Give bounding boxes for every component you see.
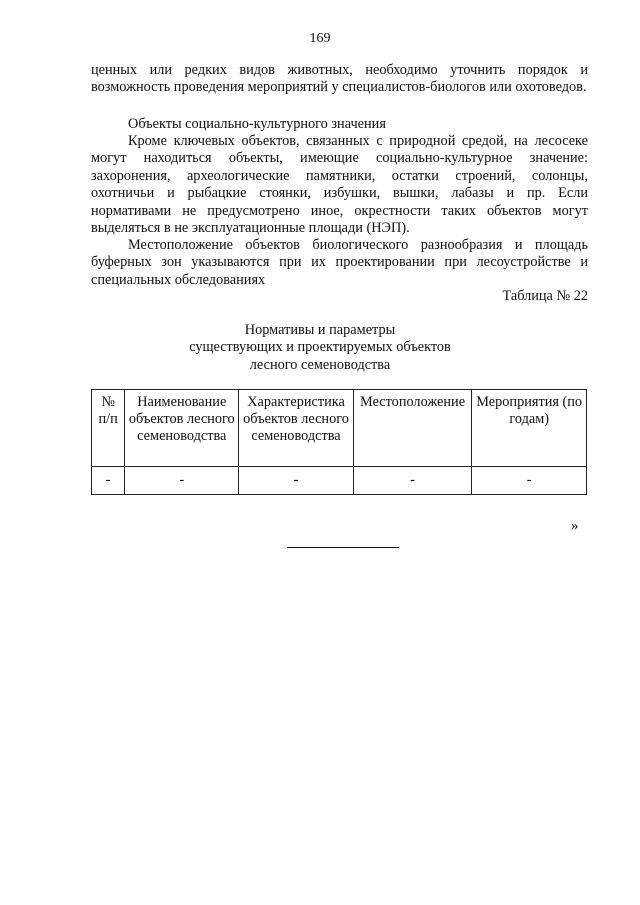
- cell-characteristics: -: [239, 467, 353, 495]
- header-location: Местоположение: [353, 390, 472, 467]
- closing-quote: »: [571, 518, 579, 534]
- page-number: 169: [309, 31, 331, 46]
- table-row: [92, 467, 587, 495]
- cell-measures: -: [472, 467, 587, 495]
- paragraph-social-objects: Кроме ключевых объектов, связанных с природной средой, на лесосеке могут находиться объекты, имеющие социально-культурное значение: захоронения, археологические памятники, остатки строений, солонцы, охотничьи и рыбацкие стоянки, избушки, вышки, лабазы и пр. Если нормативами не предусмотрено иное, окрестности таких объектов могут выделяться в не эксплуатационные площади (НЭП).: [91, 133, 588, 237]
- paragraph-continuation: ценных или редких видов животных, необходимо уточнить порядок и возможность проведения мероприятий у специалистов-биологов или охотоведов.: [91, 62, 588, 96]
- section-heading-social-cultural: Объекты социально-культурного значения: [128, 116, 386, 132]
- cell-name: -: [125, 467, 239, 495]
- header-number: № п/п: [92, 390, 125, 467]
- table-title-line-3: лесного семеноводства: [249, 356, 391, 373]
- header-measures: Мероприятия (по годам): [472, 390, 587, 467]
- table-title-line-2: существующих и проектируемых объектов: [189, 339, 451, 356]
- table-title: [0, 322, 640, 374]
- header-characteristics: Характеристика объектов лесного семеноводства: [239, 390, 353, 467]
- cell-location: -: [353, 467, 472, 495]
- separator-line: [287, 547, 399, 548]
- table-header-row: [92, 390, 587, 467]
- seed-objects-table: [91, 389, 587, 495]
- header-name: Наименование объектов лесного семеноводства: [125, 390, 239, 467]
- table-title-line-1: Нормативы и параметры: [244, 322, 396, 338]
- cell-number: -: [92, 467, 125, 495]
- paragraph-biodiversity-location: Местоположение объектов биологического разнообразия и площадь буферных зон указываются при их проектировании при лесоустройстве и специальных обследованиях: [91, 237, 588, 288]
- table-caption: Таблица № 22: [502, 288, 588, 304]
